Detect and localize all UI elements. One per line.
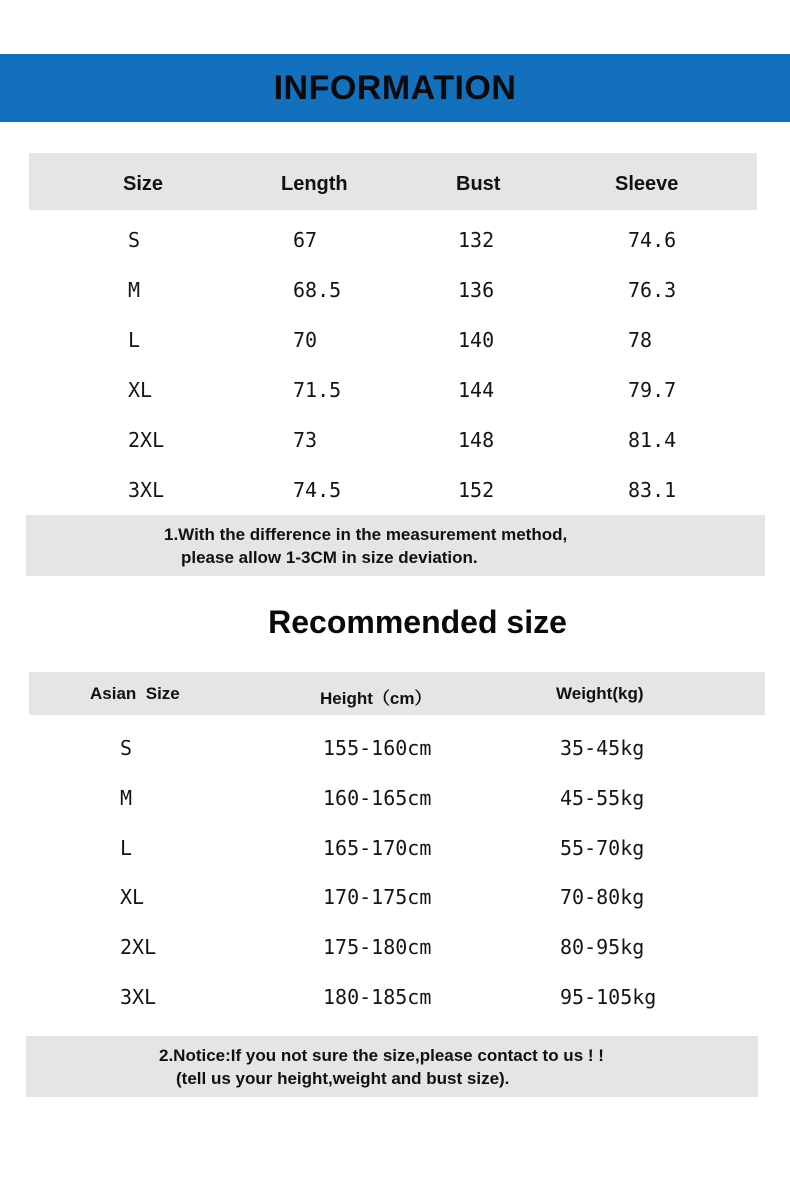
recommended-table-header xyxy=(29,672,765,715)
note-line-2: (tell us your height,weight and bust size). xyxy=(176,1069,510,1088)
cell-size: 3XL xyxy=(128,478,165,502)
cell-length: 74.5 xyxy=(293,478,342,502)
table-row xyxy=(0,736,790,766)
cell-size: S xyxy=(120,736,133,760)
cell-bust: 132 xyxy=(458,228,495,252)
cell-weight: 80-95kg xyxy=(560,935,645,959)
cell-height: 155-160cm xyxy=(323,736,432,760)
col-asian-size: Asian Size xyxy=(90,684,180,703)
table-row xyxy=(0,378,790,408)
col-size: Size xyxy=(123,173,164,195)
note-line-2: please allow 1-3CM in size deviation. xyxy=(181,548,478,567)
header-banner xyxy=(0,54,790,122)
cell-size: M xyxy=(128,278,141,302)
cell-length: 68.5 xyxy=(293,278,342,302)
cell-size: S xyxy=(128,228,141,252)
cell-weight: 35-45kg xyxy=(560,736,645,760)
cell-sleeve: 74.6 xyxy=(628,228,677,252)
recommended-title: Recommended size xyxy=(268,604,567,640)
cell-height: 170-175cm xyxy=(323,885,432,909)
table-row xyxy=(0,786,790,816)
cell-height: 175-180cm xyxy=(323,935,432,959)
table-row xyxy=(0,478,790,508)
cell-length: 67 xyxy=(293,228,318,252)
cell-height: 180-185cm xyxy=(323,985,432,1009)
cell-length: 71.5 xyxy=(293,378,342,402)
cell-bust: 148 xyxy=(458,428,495,452)
cell-bust: 136 xyxy=(458,278,495,302)
cell-bust: 140 xyxy=(458,328,495,352)
cell-size: XL xyxy=(120,885,145,909)
cell-weight: 55-70kg xyxy=(560,836,645,860)
col-sleeve: Sleeve xyxy=(615,173,679,195)
cell-size: 2XL xyxy=(128,428,165,452)
cell-length: 73 xyxy=(293,428,318,452)
cell-size: L xyxy=(128,328,141,352)
size-table-header xyxy=(29,153,757,210)
measurement-note xyxy=(26,515,765,576)
cell-size: M xyxy=(120,786,133,810)
col-height: Height（cm） xyxy=(320,689,432,708)
notice-note xyxy=(26,1036,758,1097)
col-weight: Weight(kg) xyxy=(556,684,644,703)
page-title: INFORMATION xyxy=(273,68,517,107)
note-line-1: 2.Notice:If you not sure the size,please contact to us ! ! xyxy=(159,1046,604,1065)
cell-sleeve: 83.1 xyxy=(628,478,677,502)
cell-sleeve: 76.3 xyxy=(628,278,677,302)
cell-sleeve: 79.7 xyxy=(628,378,677,402)
cell-size: 2XL xyxy=(120,935,157,959)
table-row xyxy=(0,278,790,308)
cell-size: 3XL xyxy=(120,985,157,1009)
cell-height: 165-170cm xyxy=(323,836,432,860)
table-row xyxy=(0,935,790,965)
table-row xyxy=(0,228,790,258)
cell-length: 70 xyxy=(293,328,318,352)
cell-weight: 70-80kg xyxy=(560,885,645,909)
col-length: Length xyxy=(281,173,348,195)
table-row xyxy=(0,885,790,915)
cell-weight: 95-105kg xyxy=(560,985,657,1009)
cell-size: L xyxy=(120,836,133,860)
table-row xyxy=(0,836,790,866)
table-row xyxy=(0,328,790,358)
cell-bust: 152 xyxy=(458,478,495,502)
col-bust: Bust xyxy=(456,173,501,195)
cell-sleeve: 78 xyxy=(628,328,653,352)
note-line-1: 1.With the difference in the measurement method, xyxy=(164,525,568,544)
table-row xyxy=(0,428,790,458)
cell-sleeve: 81.4 xyxy=(628,428,677,452)
cell-bust: 144 xyxy=(458,378,495,402)
cell-weight: 45-55kg xyxy=(560,786,645,810)
table-row xyxy=(0,985,790,1015)
cell-height: 160-165cm xyxy=(323,786,432,810)
cell-size: XL xyxy=(128,378,153,402)
